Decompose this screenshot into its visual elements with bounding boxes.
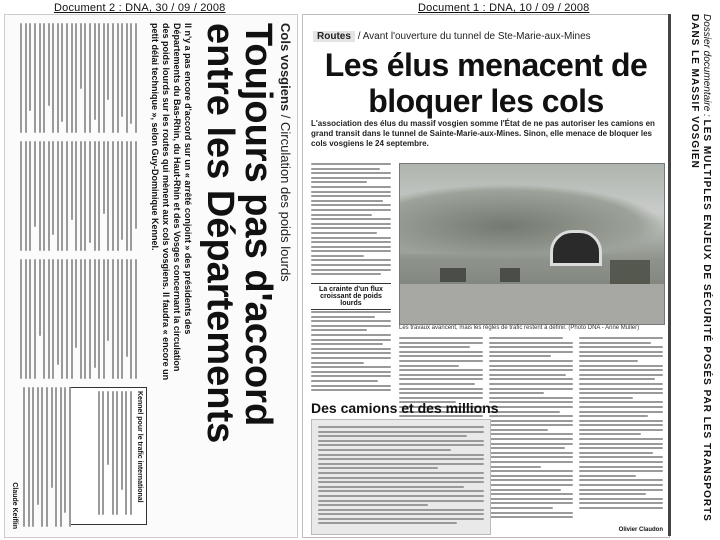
right-rubric-section: Routes xyxy=(313,31,355,42)
right-text-column-4 xyxy=(579,337,663,521)
right-headline: Les élus menacent de bloquer les cols xyxy=(324,47,648,119)
document-2-header: Document 2 : DNA, 30 / 09 / 2008 xyxy=(54,2,226,14)
left-text-column-1 xyxy=(17,23,137,133)
left-rubric-section: Cols vosgiens xyxy=(278,23,293,112)
left-clipping-rotated xyxy=(5,15,297,537)
right-clipping xyxy=(302,14,670,538)
right-signature: Olivier Claudon xyxy=(618,527,663,533)
right-text-column-1b xyxy=(311,311,391,395)
left-rubric-topic: / Circulation des poids lourds xyxy=(278,114,293,282)
document-1-header: Document 1 : DNA, 10 / 09 / 2008 xyxy=(418,2,590,14)
left-inset-text xyxy=(92,391,132,515)
right-text-column-3 xyxy=(489,337,573,533)
right-gray-inset xyxy=(311,419,491,535)
right-rubric xyxy=(309,29,595,45)
left-signature: Claude Keiflin xyxy=(11,482,18,529)
tunnel-construction-photo xyxy=(399,163,665,325)
photo-construction-machine xyxy=(610,260,650,284)
right-subhead: Des camions et des millions xyxy=(311,400,499,416)
photo-road xyxy=(400,284,664,324)
photo-hillside xyxy=(400,184,664,254)
right-inset-title: La crainte d'un flux croissant de poids lourds xyxy=(311,283,391,310)
left-inset-box xyxy=(69,387,147,525)
dossier-sidebar-text xyxy=(672,0,718,540)
right-text-column-1 xyxy=(311,163,391,279)
right-intro: L'association des élus du massif vosgien somme l'État de ne pas autoriser les camions en grand transit dans le tunnel de Sainte-Marie-aux-Mines. Sinon, elle menace de bloquer les cols vosgiens le 24 septembre. xyxy=(311,119,655,148)
left-rubric xyxy=(278,23,293,282)
left-clipping xyxy=(4,14,298,538)
right-gray-inset-text xyxy=(318,426,484,528)
left-lede: Il n'y a pas encore d'accord sur un « arrêté conjoint » des présidents des Départements du Bas-Rhin, du Haut-Rhin et des Vosges concernant la circulation des poids lourds sur les routes qui mènent aux cols vosgiens. Il faudra « encore un petit délai technique », selon Guy-Dominique Kennel. xyxy=(150,23,193,381)
photo-truck xyxy=(500,268,520,282)
left-text-column-2 xyxy=(17,141,137,251)
left-text-column-3 xyxy=(17,259,137,379)
photo-tunnel-portal xyxy=(550,230,602,266)
scan-edge-shadow xyxy=(668,14,671,536)
photo-truck xyxy=(440,268,466,282)
dossier-label: Dossier documentaire : xyxy=(701,14,712,117)
left-inset-title: Kennel pour le trafic international xyxy=(136,391,143,503)
photo-caption: Les travaux avancent, mais les règles de trafic restent à définir. (Photo DNA - Anne Muller) xyxy=(399,325,640,331)
right-rubric-topic: / Avant l'ouverture du tunnel de Ste-Marie-aux-Mines xyxy=(357,31,591,42)
dossier-sidebar xyxy=(672,0,718,540)
left-headline: Toujours pas d'accord entre les Départements xyxy=(199,23,279,444)
left-text-column-4 xyxy=(19,387,71,527)
dossier-topic: LES MULTIPLES ENJEUX DE SÉCURITÉ POSÉS PAR LES TRANSPORTS DANS LE MASSIF VOSGIEN xyxy=(689,14,712,522)
